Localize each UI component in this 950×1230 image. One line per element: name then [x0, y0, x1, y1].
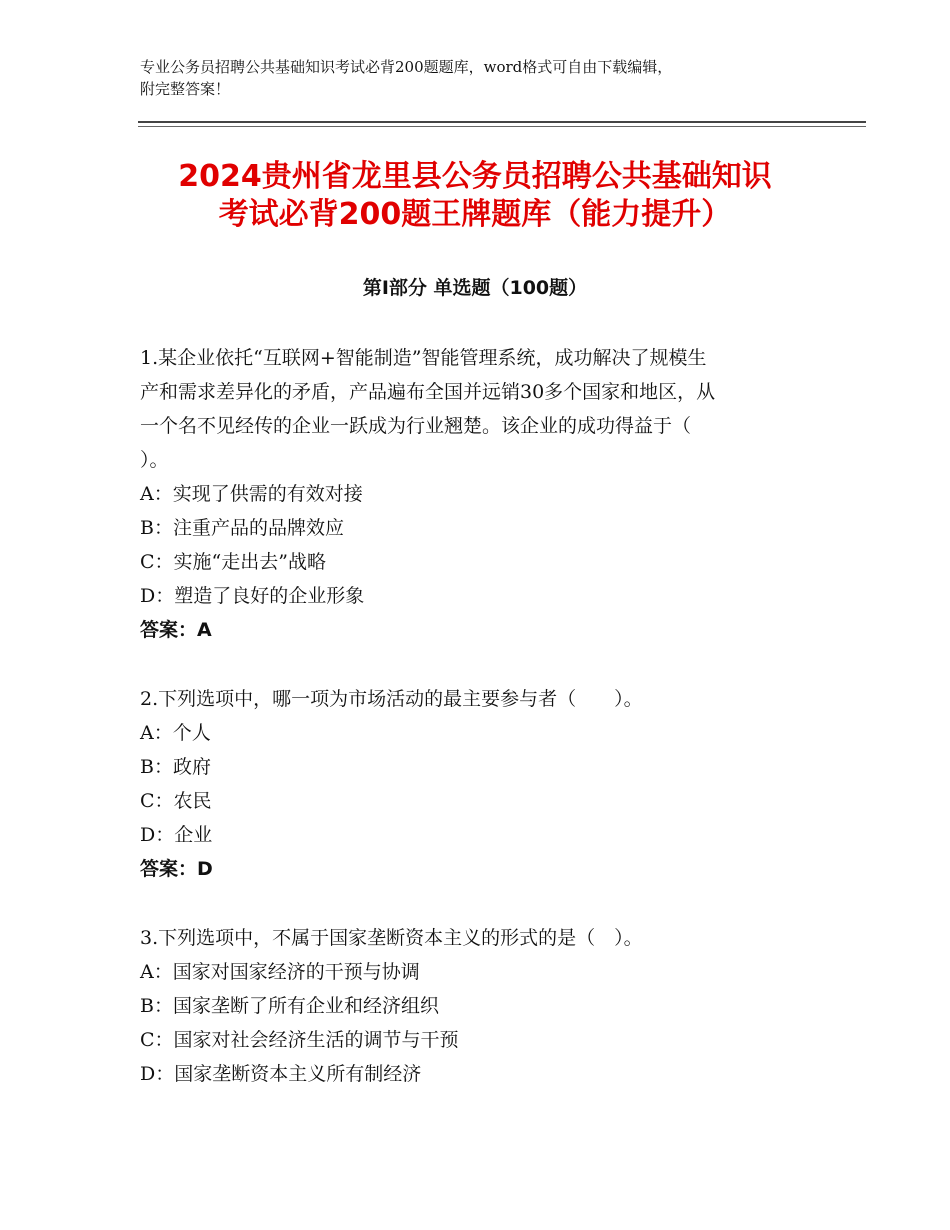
stem-line: 一个名不见经传的企业一跃成为行业翘楚。该企业的成功得益于（	[140, 415, 692, 437]
question-stem	[140, 921, 820, 955]
stem-line: 1.某企业依托“互联网+智能制造”智能管理系统，成功解决了规模生	[140, 347, 707, 369]
header-divider-thick	[138, 121, 866, 123]
option-b: B：注重产品的品牌效应	[140, 517, 344, 539]
option-a: A：实现了供需的有效对接	[140, 483, 363, 505]
document-title	[100, 158, 850, 234]
option-c: C：实施“走出去”战略	[140, 551, 326, 573]
question-3	[140, 921, 820, 1091]
answer-line: 答案：A	[140, 619, 212, 641]
title-line-2: 考试必背200题王牌题库（能力提升）	[218, 197, 732, 232]
stem-line: ）。	[140, 449, 169, 471]
section-heading: 第Ⅰ部分 单选题（100题）	[362, 277, 588, 299]
option-a: A：个人	[140, 722, 211, 744]
header-note-line-2: 附完整答案！	[140, 80, 231, 98]
option-b: B：国家垄断了所有企业和经济组织	[140, 995, 439, 1017]
option-c: C：农民	[140, 790, 212, 812]
question-stem	[140, 341, 820, 477]
option-d: D：国家垄断资本主义所有制经济	[140, 1063, 422, 1085]
option-c: C：国家对社会经济生活的调节与干预	[140, 1029, 459, 1051]
question-stem	[140, 682, 820, 716]
stem-line: 3.下列选项中，不属于国家垄断资本主义的形式的是（ ）。	[140, 927, 643, 949]
question-1	[140, 341, 820, 647]
header-note-line-1: 专业公务员招聘公共基础知识考试必背200题题库，word格式可自由下载编辑，	[140, 58, 673, 76]
option-d: D：企业	[140, 824, 213, 846]
option-b: B：政府	[140, 756, 211, 778]
stem-line: 产和需求差异化的矛盾，产品遍布全国并远销30多个国家和地区，从	[140, 381, 716, 403]
stem-line: 2.下列选项中，哪一项为市场活动的最主要参与者（ ）。	[140, 688, 643, 710]
question-2	[140, 682, 820, 886]
option-a: A：国家对国家经济的干预与协调	[140, 961, 420, 983]
option-d: D：塑造了良好的企业形象	[140, 585, 365, 607]
answer-line: 答案：D	[140, 858, 213, 880]
title-line-1: 2024贵州省龙里县公务员招聘公共基础知识	[178, 159, 772, 194]
header-divider-thin	[138, 126, 866, 127]
header-note	[140, 56, 820, 100]
